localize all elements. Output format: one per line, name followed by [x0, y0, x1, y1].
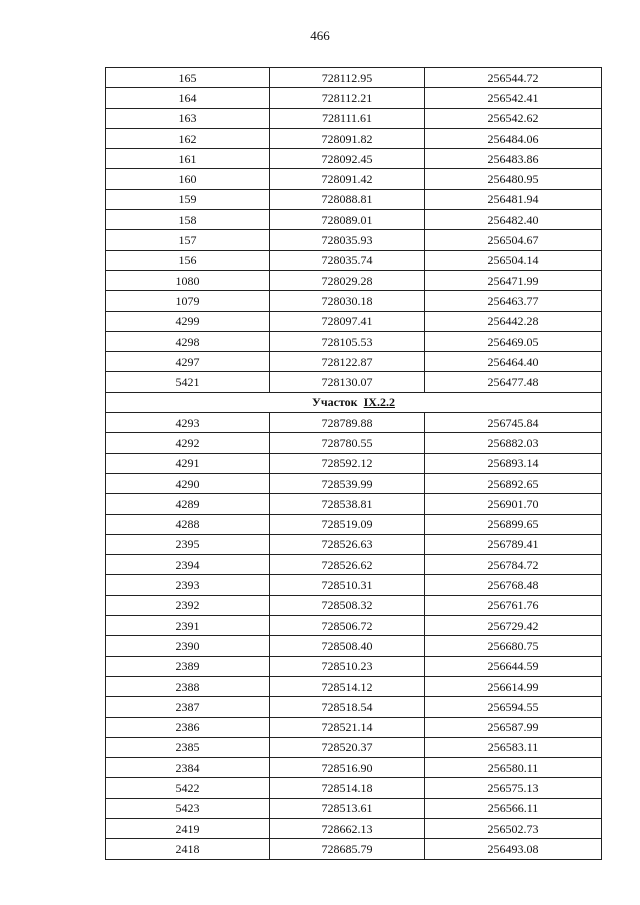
x-coordinate-cell: 728035.74 — [270, 250, 425, 270]
table-row — [106, 311, 602, 331]
x-coordinate-cell: 728105.53 — [270, 331, 425, 351]
point-number-cell: 4290 — [106, 473, 270, 493]
x-coordinate-cell: 728088.81 — [270, 189, 425, 209]
section-header-body — [106, 392, 602, 412]
table-row — [106, 128, 602, 148]
x-coordinate-cell: 728508.32 — [270, 595, 425, 615]
y-coordinate-cell: 256542.41 — [425, 88, 602, 108]
point-number-cell: 2388 — [106, 676, 270, 696]
point-number-cell: 2385 — [106, 737, 270, 757]
point-number-cell: 4292 — [106, 433, 270, 453]
y-coordinate-cell: 256784.72 — [425, 555, 602, 575]
table-row — [106, 453, 602, 473]
point-number-cell: 4299 — [106, 311, 270, 331]
table-row — [106, 291, 602, 311]
table-row — [106, 210, 602, 230]
y-coordinate-cell: 256493.08 — [425, 839, 602, 859]
table-row — [106, 839, 602, 859]
x-coordinate-cell: 728111.61 — [270, 108, 425, 128]
point-number-cell: 2394 — [106, 555, 270, 575]
y-coordinate-cell: 256566.11 — [425, 798, 602, 818]
table-row — [106, 717, 602, 737]
y-coordinate-cell: 256483.86 — [425, 149, 602, 169]
x-coordinate-cell: 728030.18 — [270, 291, 425, 311]
coordinates-table — [105, 67, 602, 860]
point-number-cell: 162 — [106, 128, 270, 148]
point-number-cell: 2387 — [106, 697, 270, 717]
table-row — [106, 697, 602, 717]
x-coordinate-cell: 728518.54 — [270, 697, 425, 717]
table-row — [106, 68, 602, 88]
point-number-cell: 156 — [106, 250, 270, 270]
y-coordinate-cell: 256892.65 — [425, 473, 602, 493]
table-row — [106, 616, 602, 636]
point-number-cell: 1079 — [106, 291, 270, 311]
table-row — [106, 88, 602, 108]
y-coordinate-cell: 256463.77 — [425, 291, 602, 311]
x-coordinate-cell: 728516.90 — [270, 758, 425, 778]
y-coordinate-cell: 256469.05 — [425, 331, 602, 351]
table-row — [106, 656, 602, 676]
x-coordinate-cell: 728519.09 — [270, 514, 425, 534]
x-coordinate-cell: 728520.37 — [270, 737, 425, 757]
table-row — [106, 149, 602, 169]
x-coordinate-cell: 728592.12 — [270, 453, 425, 473]
point-number-cell: 4298 — [106, 331, 270, 351]
y-coordinate-cell: 256542.62 — [425, 108, 602, 128]
point-number-cell: 158 — [106, 210, 270, 230]
table-row — [106, 372, 602, 392]
x-coordinate-cell: 728089.01 — [270, 210, 425, 230]
table-row — [106, 534, 602, 554]
point-number-cell: 5421 — [106, 372, 270, 392]
y-coordinate-cell: 256481.94 — [425, 189, 602, 209]
point-number-cell: 164 — [106, 88, 270, 108]
table-row — [106, 413, 602, 433]
point-number-cell: 4297 — [106, 352, 270, 372]
point-number-cell: 2391 — [106, 616, 270, 636]
x-coordinate-cell: 728130.07 — [270, 372, 425, 392]
table-row — [106, 595, 602, 615]
point-number-cell: 5423 — [106, 798, 270, 818]
table-row — [106, 555, 602, 575]
y-coordinate-cell: 256504.67 — [425, 230, 602, 250]
x-coordinate-cell: 728789.88 — [270, 413, 425, 433]
x-coordinate-cell: 728526.62 — [270, 555, 425, 575]
section-header-row — [106, 392, 602, 412]
x-coordinate-cell: 728122.87 — [270, 352, 425, 372]
y-coordinate-cell: 256644.59 — [425, 656, 602, 676]
point-number-cell: 2390 — [106, 636, 270, 656]
table-row — [106, 798, 602, 818]
y-coordinate-cell: 256580.11 — [425, 758, 602, 778]
y-coordinate-cell: 256901.70 — [425, 494, 602, 514]
x-coordinate-cell: 728112.95 — [270, 68, 425, 88]
section-two-body — [106, 413, 602, 860]
table-row — [106, 818, 602, 838]
x-coordinate-cell: 728112.21 — [270, 88, 425, 108]
table-row — [106, 514, 602, 534]
point-number-cell: 161 — [106, 149, 270, 169]
point-number-cell: 1080 — [106, 270, 270, 290]
table-row — [106, 575, 602, 595]
x-coordinate-cell: 728514.18 — [270, 778, 425, 798]
x-coordinate-cell: 728780.55 — [270, 433, 425, 453]
table-row — [106, 778, 602, 798]
table-row — [106, 331, 602, 351]
point-number-cell: 2384 — [106, 758, 270, 778]
y-coordinate-cell: 256768.48 — [425, 575, 602, 595]
page-number: 466 — [310, 28, 330, 43]
point-number-cell: 4291 — [106, 453, 270, 473]
table-row — [106, 169, 602, 189]
y-coordinate-cell: 256729.42 — [425, 616, 602, 636]
y-coordinate-cell: 256464.40 — [425, 352, 602, 372]
y-coordinate-cell: 256899.65 — [425, 514, 602, 534]
y-coordinate-cell: 256882.03 — [425, 433, 602, 453]
x-coordinate-cell: 728091.82 — [270, 128, 425, 148]
y-coordinate-cell: 256789.41 — [425, 534, 602, 554]
point-number-cell: 2393 — [106, 575, 270, 595]
y-coordinate-cell: 256484.06 — [425, 128, 602, 148]
y-coordinate-cell: 256583.11 — [425, 737, 602, 757]
y-coordinate-cell: 256502.73 — [425, 818, 602, 838]
x-coordinate-cell: 728510.23 — [270, 656, 425, 676]
point-number-cell: 2395 — [106, 534, 270, 554]
y-coordinate-cell: 256680.75 — [425, 636, 602, 656]
y-coordinate-cell: 256745.84 — [425, 413, 602, 433]
point-number-cell: 2419 — [106, 818, 270, 838]
x-coordinate-cell: 728662.13 — [270, 818, 425, 838]
table-row — [106, 270, 602, 290]
x-coordinate-cell: 728539.99 — [270, 473, 425, 493]
point-number-cell: 4288 — [106, 514, 270, 534]
x-coordinate-cell: 728538.81 — [270, 494, 425, 514]
table-row — [106, 473, 602, 493]
table-row — [106, 230, 602, 250]
point-number-cell: 2389 — [106, 656, 270, 676]
section-header-cell — [106, 392, 602, 412]
x-coordinate-cell: 728097.41 — [270, 311, 425, 331]
point-number-cell: 5422 — [106, 778, 270, 798]
x-coordinate-cell: 728521.14 — [270, 717, 425, 737]
y-coordinate-cell: 256442.28 — [425, 311, 602, 331]
point-number-cell: 157 — [106, 230, 270, 250]
y-coordinate-cell: 256594.55 — [425, 697, 602, 717]
y-coordinate-cell: 256477.48 — [425, 372, 602, 392]
y-coordinate-cell: 256761.76 — [425, 595, 602, 615]
x-coordinate-cell: 728685.79 — [270, 839, 425, 859]
y-coordinate-cell: 256471.99 — [425, 270, 602, 290]
section-one-body — [106, 68, 602, 393]
x-coordinate-cell: 728091.42 — [270, 169, 425, 189]
y-coordinate-cell: 256482.40 — [425, 210, 602, 230]
x-coordinate-cell: 728029.28 — [270, 270, 425, 290]
x-coordinate-cell: 728092.45 — [270, 149, 425, 169]
table-row — [106, 676, 602, 696]
point-number-cell: 4289 — [106, 494, 270, 514]
y-coordinate-cell: 256575.13 — [425, 778, 602, 798]
section-label: Участок — [312, 395, 358, 410]
x-coordinate-cell: 728508.40 — [270, 636, 425, 656]
x-coordinate-cell: 728514.12 — [270, 676, 425, 696]
y-coordinate-cell: 256544.72 — [425, 68, 602, 88]
x-coordinate-cell: 728506.72 — [270, 616, 425, 636]
table-row — [106, 250, 602, 270]
point-number-cell: 2392 — [106, 595, 270, 615]
point-number-cell: 2418 — [106, 839, 270, 859]
table-row — [106, 433, 602, 453]
y-coordinate-cell: 256893.14 — [425, 453, 602, 473]
section-code: IX.2.2 — [363, 395, 395, 410]
y-coordinate-cell: 256614.99 — [425, 676, 602, 696]
table-row — [106, 352, 602, 372]
table-row — [106, 494, 602, 514]
point-number-cell: 163 — [106, 108, 270, 128]
table-row — [106, 636, 602, 656]
point-number-cell: 2386 — [106, 717, 270, 737]
table-row — [106, 108, 602, 128]
table-row — [106, 737, 602, 757]
x-coordinate-cell: 728513.61 — [270, 798, 425, 818]
x-coordinate-cell: 728526.63 — [270, 534, 425, 554]
point-number-cell: 165 — [106, 68, 270, 88]
table-row — [106, 758, 602, 778]
y-coordinate-cell: 256587.99 — [425, 717, 602, 737]
y-coordinate-cell: 256480.95 — [425, 169, 602, 189]
point-number-cell: 159 — [106, 189, 270, 209]
point-number-cell: 4293 — [106, 413, 270, 433]
y-coordinate-cell: 256504.14 — [425, 250, 602, 270]
x-coordinate-cell: 728035.93 — [270, 230, 425, 250]
point-number-cell: 160 — [106, 169, 270, 189]
table-row — [106, 189, 602, 209]
x-coordinate-cell: 728510.31 — [270, 575, 425, 595]
